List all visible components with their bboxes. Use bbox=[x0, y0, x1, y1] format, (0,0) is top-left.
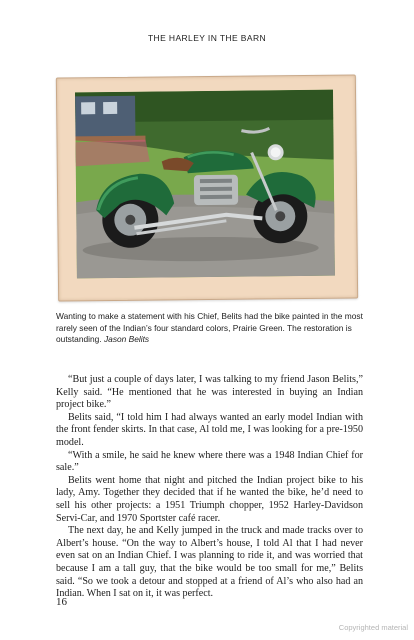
photo-credit: Jason Belits bbox=[103, 334, 150, 345]
body-text bbox=[56, 374, 363, 601]
running-head: THE HARLEY IN THE BARN bbox=[147, 33, 267, 43]
page-number: 16 bbox=[56, 596, 67, 608]
photo-caption bbox=[56, 311, 366, 346]
paragraph: “With a smile, he said he knew where there was a 1948 Indian Chief for sale.” bbox=[56, 449, 363, 474]
paragraph: Belits went home that night and pitched the Indian project bike to his lady, Amy. Together they decided that if he wanted the bike, he’d need to sell his other projects: a 1951 Triumph chopper, 1952 Harley-Davidson Servi-Car, and 1970 Sportster café racer. bbox=[56, 474, 363, 524]
paragraph: The next day, he and Kelly jumped in the truck and made tracks over to Albert’s house. “On the way to Albert’s house, I told Al that I had never even sat on an Indian Chief. I was planning to ride it, and was worried that because I am a tall guy, that the bike would be too small for me,” Belits said. “So we took a detour and stopped at a friend of Al’s who also had an Indian. When I sat on it, it was perfect. bbox=[56, 525, 363, 600]
green-indian-chief-motorcycle-photo-icon bbox=[75, 90, 335, 279]
caption-text: Wanting to make a statement with his Chief, Belits had the bike painted in the most rarely seen of the Indian’s four standard colors, Prairie Green. The restoration is outstanding. bbox=[56, 311, 363, 345]
paragraph: Belits said, “I told him I had always wanted an early model Indian with the front fender skirts. In that case, Al told me, I was looking for a pre-1950 model. bbox=[56, 411, 363, 448]
copyright-watermark: Copyrighted material bbox=[338, 623, 408, 632]
photo-frame bbox=[56, 74, 358, 301]
paragraph: “But just a couple of days later, I was talking to my friend Jason Belits,” Kelly said. “He mentioned that he was interested in buying an Indian project bike.” bbox=[56, 374, 363, 411]
motorcycle-photo bbox=[75, 90, 335, 279]
